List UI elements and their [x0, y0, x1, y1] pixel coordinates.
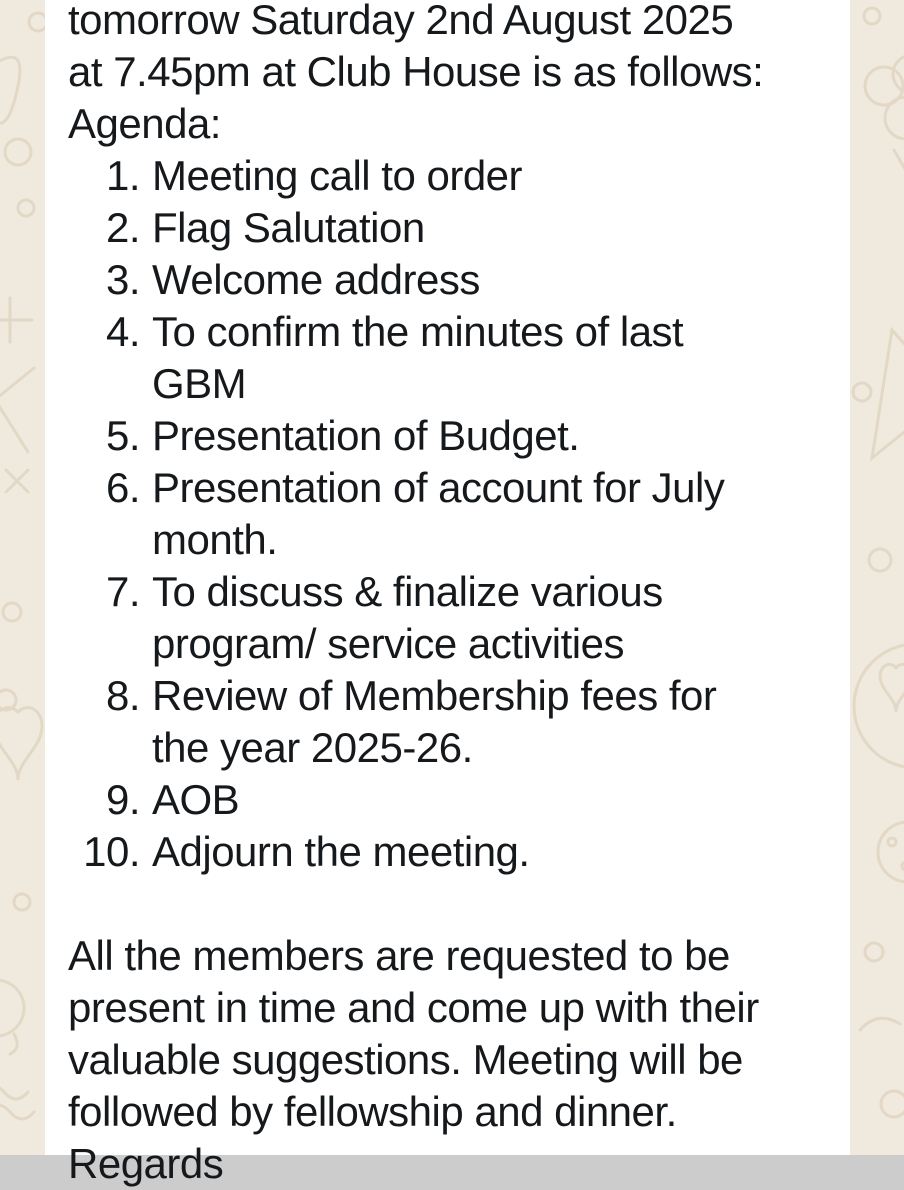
ring-doodle: [865, 943, 883, 961]
agenda-item: [68, 306, 836, 410]
message-text: [68, 0, 836, 1190]
text-line: GBM: [152, 360, 247, 407]
grid-doodle: [0, 360, 34, 452]
agenda-item-text: [152, 566, 663, 670]
text-line: Flag Salutation: [152, 204, 425, 251]
agenda-item-text: [152, 774, 239, 826]
heart-doodle: [0, 708, 42, 780]
squiggle-doodle: [0, 57, 20, 123]
text-line: To confirm the minutes of last: [152, 308, 684, 355]
text-line: tomorrow Saturday 2nd August 2025: [68, 0, 734, 43]
agenda-item-number: 10.: [83, 828, 140, 875]
text-line: Presentation of account for July: [152, 464, 725, 511]
text-line: Adjourn the meeting.: [152, 828, 530, 875]
agenda-item-text: [152, 254, 480, 306]
kite-doodle: [872, 330, 904, 458]
message-bubble: [45, 0, 850, 1187]
ring-doodle: [881, 1091, 904, 1117]
kite-string-doodle: [894, 150, 904, 230]
agenda-item: [68, 566, 836, 670]
x-doodle: [6, 470, 28, 492]
text-line: All the members are requested to be: [68, 932, 730, 979]
agenda-item: [68, 826, 836, 878]
arc-doodle: [860, 1018, 900, 1030]
dot-doodle: [888, 838, 896, 846]
ring-doodle: [3, 603, 21, 621]
agenda-item-number: 8.: [105, 672, 140, 719]
heart-doodle: [880, 664, 904, 712]
agenda-item-number: 1.: [105, 152, 140, 199]
agenda-item: [68, 774, 836, 826]
agenda-item-text: [152, 150, 522, 202]
agenda-item-number: 2.: [105, 204, 140, 251]
agenda-item: [68, 410, 836, 462]
agenda-list: [68, 150, 836, 878]
signature: Regards: [68, 1140, 224, 1187]
text-line: To discuss & finalize various: [152, 568, 663, 615]
agenda-item-number: 4.: [105, 308, 140, 355]
agenda-item-text: [152, 826, 530, 878]
text-line: program/ service activities: [152, 620, 624, 667]
text-line: Meeting call to order: [152, 152, 523, 199]
text-line: Review of Membership fees for: [152, 672, 717, 719]
ring-doodle: [864, 8, 880, 24]
ring-doodle: [14, 894, 30, 910]
text-line: month.: [152, 516, 278, 563]
agenda-item-number: 3.: [105, 256, 140, 303]
agenda-item-number: 5.: [105, 412, 140, 459]
agenda-item-text: [152, 202, 425, 254]
plus-doodle: [0, 298, 32, 342]
agenda-item: [68, 150, 836, 202]
agenda-item-number: 7.: [105, 568, 140, 615]
ring-doodle: [18, 200, 34, 216]
text-line: followed by fellowship and dinner.: [68, 1088, 677, 1135]
text-line: at 7.45pm at Club House is as follows:: [68, 48, 764, 95]
agenda-item: [68, 254, 836, 306]
agenda-item: [68, 462, 836, 566]
wave-doodle: [0, 1085, 34, 1119]
closing-paragraph: [68, 930, 836, 1138]
text-line: Welcome address: [152, 256, 480, 303]
message-header: [68, 0, 836, 98]
agenda-item-text: [152, 306, 683, 410]
agenda-item: [68, 202, 836, 254]
agenda-item: [68, 670, 836, 774]
ring-doodle: [853, 383, 871, 401]
agenda-item-number: 9.: [105, 776, 140, 823]
ring-doodle: [869, 549, 891, 571]
agenda-heading: Agenda:: [68, 100, 221, 147]
wallpaper-doodles-left: [0, 0, 45, 1155]
text-line: valuable suggestions. Meeting will be: [68, 1036, 743, 1083]
text-line: present in time and come up with their: [68, 984, 759, 1031]
paragraph-gap: [68, 878, 836, 930]
tongue-doodle: [10, 1034, 17, 1054]
ring-doodle: [5, 139, 31, 165]
text-line: the year 2025-26.: [152, 724, 473, 771]
agenda-item-text: [152, 462, 724, 566]
agenda-item-text: [152, 410, 579, 462]
face-doodle: [0, 980, 24, 1036]
agenda-item-number: 6.: [105, 464, 140, 511]
text-line: AOB: [152, 776, 240, 823]
agenda-item-text: [152, 670, 716, 774]
ball-doodle: [878, 822, 904, 882]
text-line: Presentation of Budget.: [152, 412, 580, 459]
wallpaper-doodles-right: [850, 0, 904, 1155]
